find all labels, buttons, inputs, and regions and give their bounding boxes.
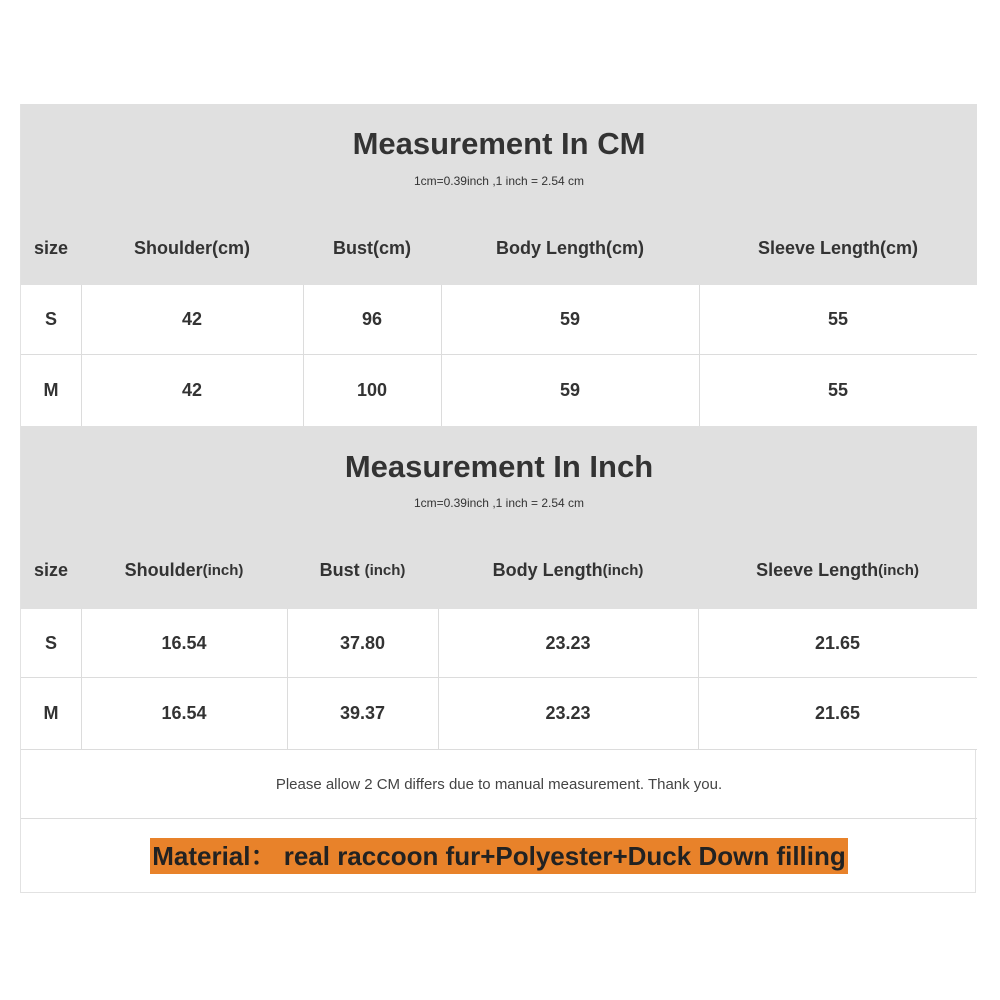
inch-row-s-bust: 37.80 — [287, 609, 438, 677]
inch-header-body-length-label: Body Length — [492, 559, 603, 580]
inch-row-s-shoulder: 16.54 — [81, 609, 287, 677]
inch-conversion-subtitle: 1cm=0.39inch ,1 inch = 2.54 cm — [413, 496, 585, 510]
inch-section-title: Measurement In Inch — [344, 449, 654, 484]
cm-row-s-bust: 96 — [303, 285, 441, 354]
cm-header-size: size — [33, 237, 69, 258]
inch-row-s-body-length: 23.23 — [438, 609, 698, 677]
cm-row-m-bust: 100 — [303, 355, 441, 426]
cm-col-divider — [699, 285, 700, 426]
inch-row-divider — [21, 677, 977, 678]
cm-row-s-body-length: 59 — [441, 285, 699, 354]
inch-header-sleeve-length — [698, 550, 977, 590]
cm-header-bust: Bust(cm) — [332, 237, 411, 258]
inch-row-m-shoulder: 16.54 — [81, 678, 287, 749]
inch-header-sleeve-length-unit: (inch) — [878, 561, 919, 579]
material-row — [21, 819, 977, 893]
inch-col-divider — [81, 609, 82, 749]
cm-row-s-shoulder: 42 — [81, 285, 303, 354]
inch-col-divider — [287, 609, 288, 749]
cm-row-m-shoulder: 42 — [81, 355, 303, 426]
cm-col-divider — [441, 285, 442, 426]
inch-header-size: size — [33, 559, 69, 580]
inch-header-sleeve-length-label: Sleeve Length — [756, 559, 879, 580]
inch-header-body-length-unit: (inch) — [602, 561, 644, 579]
inch-row-m-size: M — [21, 678, 81, 749]
inch-row-s-size: S — [21, 609, 81, 677]
cm-col-divider — [303, 285, 304, 426]
inch-header-shoulder-label: Shoulder — [124, 559, 203, 580]
inch-header-bust-unit: (inch) — [364, 561, 406, 579]
inch-row-m-bust: 39.37 — [287, 678, 438, 749]
cm-row-m-sleeve-length: 55 — [699, 355, 977, 426]
inch-header-body-length — [438, 550, 698, 590]
inch-col-divider — [438, 609, 439, 749]
material-label: Material： real raccoon fur+Polyester+Duck Down filling — [150, 838, 848, 874]
cm-section-title: Measurement In CM — [352, 126, 646, 161]
cm-col-divider — [81, 285, 82, 426]
inch-row-s-sleeve-length: 21.65 — [698, 609, 977, 677]
inch-header-shoulder-unit: (inch) — [202, 561, 244, 579]
cm-row-m-body-length: 59 — [441, 355, 699, 426]
inch-header-bust — [287, 550, 438, 590]
cm-header-body-length: Body Length(cm) — [496, 237, 644, 258]
inch-row-m-body-length: 23.23 — [438, 678, 698, 749]
cm-header-shoulder: Shoulder(cm) — [133, 237, 250, 258]
cm-conversion-subtitle: 1cm=0.39inch ,1 inch = 2.54 cm — [413, 174, 585, 188]
inch-header-shoulder — [81, 550, 287, 590]
measurement-note: Please allow 2 CM differs due to manual measurement. Thank you. — [275, 775, 723, 793]
cm-row-s-size: S — [21, 285, 81, 354]
inch-row-m-sleeve-length: 21.65 — [698, 678, 977, 749]
size-chart — [20, 104, 976, 893]
cm-header-sleeve-length: Sleeve Length(cm) — [757, 237, 919, 258]
inch-col-divider — [698, 609, 699, 749]
cm-row-s-sleeve-length: 55 — [699, 285, 977, 354]
cm-row-m-size: M — [21, 355, 81, 426]
inch-header-bust-label: Bust — [319, 559, 365, 580]
cm-row-divider — [21, 354, 977, 355]
